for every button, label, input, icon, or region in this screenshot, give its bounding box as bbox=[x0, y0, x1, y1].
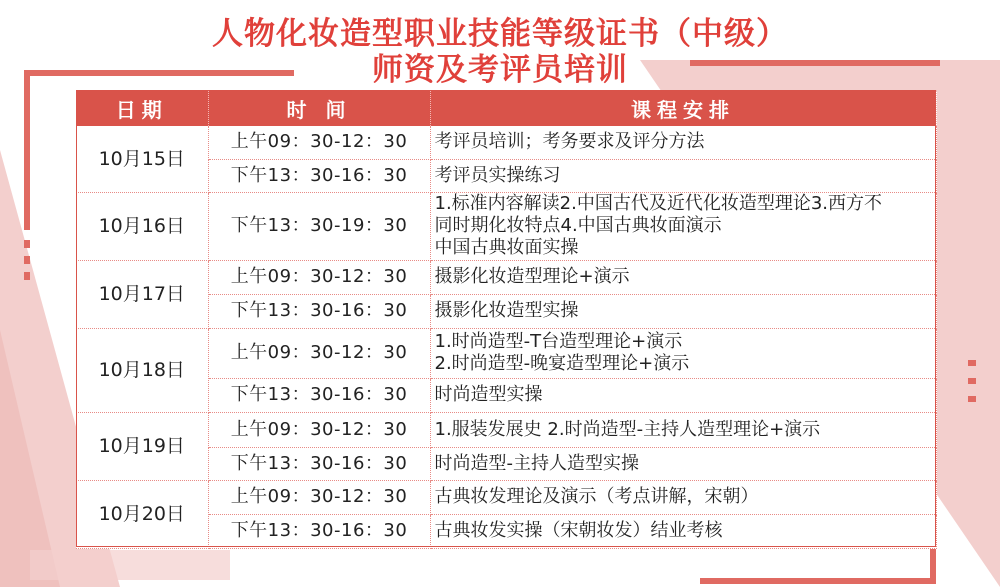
table-row bbox=[76, 126, 936, 159]
table-row bbox=[76, 412, 936, 447]
content-cell: 时尚造型-主持人造型实操 bbox=[430, 447, 936, 480]
content-cell: 古典妆发理论及演示（考点讲解，宋朝） bbox=[430, 480, 936, 514]
table-row bbox=[76, 328, 936, 378]
content-line: 1.时尚造型-T台造型理论+演示 bbox=[434, 331, 683, 352]
date-cell: 10月17日 bbox=[76, 260, 208, 328]
content-cell: 摄影化妆造型理论+演示 bbox=[430, 260, 936, 294]
table-header-row bbox=[76, 90, 936, 126]
content-cell: 考评员培训；考务要求及评分方法 bbox=[430, 126, 936, 159]
content-line: 2.时尚造型-晚宴造型理论+演示 bbox=[434, 353, 690, 374]
time-cell: 下午13：30-16：30 bbox=[208, 447, 430, 480]
time-cell: 上午09：30-12：30 bbox=[208, 480, 430, 514]
title-line-1: 人物化妆造型职业技能等级证书（中级） bbox=[212, 16, 788, 52]
table-row bbox=[76, 260, 936, 294]
time-cell: 上午09：30-12：30 bbox=[208, 412, 430, 447]
content-cell: 时尚造型实操 bbox=[430, 378, 936, 412]
content-cell: 1.服装发展史 2.时尚造型-主持人造型理论+演示 bbox=[430, 412, 936, 447]
time-cell: 下午13：30-16：30 bbox=[208, 514, 430, 548]
content-cell bbox=[430, 192, 936, 260]
content-cell: 古典妆发实操（宋朝妆发）结业考核 bbox=[430, 514, 936, 548]
content-cell: 摄影化妆造型实操 bbox=[430, 294, 936, 328]
content-cell: 考评员实操练习 bbox=[430, 159, 936, 192]
date-cell: 10月16日 bbox=[76, 192, 208, 260]
schedule-table bbox=[76, 90, 937, 549]
content-line: 中国古典妆面实操 bbox=[434, 237, 579, 258]
time-cell: 下午13：30-16：30 bbox=[208, 378, 430, 412]
time-cell: 下午13：30-16：30 bbox=[208, 294, 430, 328]
header-date: 日期 bbox=[76, 90, 208, 126]
content-line: 1.标准内容解读2.中国古代及近代化妆造型理论3.西方不 bbox=[434, 193, 883, 214]
time-cell: 上午09：30-12：30 bbox=[208, 126, 430, 159]
table-row bbox=[76, 192, 936, 260]
content-cell bbox=[430, 328, 936, 378]
header-time: 时 间 bbox=[208, 90, 430, 126]
date-cell: 10月18日 bbox=[76, 328, 208, 412]
date-cell: 10月19日 bbox=[76, 412, 208, 480]
time-cell: 上午09：30-12：30 bbox=[208, 260, 430, 294]
title-line-2: 师资及考评员培训 bbox=[372, 52, 628, 88]
date-cell: 10月15日 bbox=[76, 126, 208, 192]
content-line: 同时期化妆特点4.中国古典妆面演示 bbox=[434, 215, 722, 236]
date-cell: 10月20日 bbox=[76, 480, 208, 548]
time-cell: 下午13：30-16：30 bbox=[208, 159, 430, 192]
header-schedule: 课程安排 bbox=[430, 90, 936, 126]
table-row bbox=[76, 480, 936, 514]
time-cell: 上午09：30-12：30 bbox=[208, 328, 430, 378]
time-cell: 下午13：30-19：30 bbox=[208, 192, 430, 260]
